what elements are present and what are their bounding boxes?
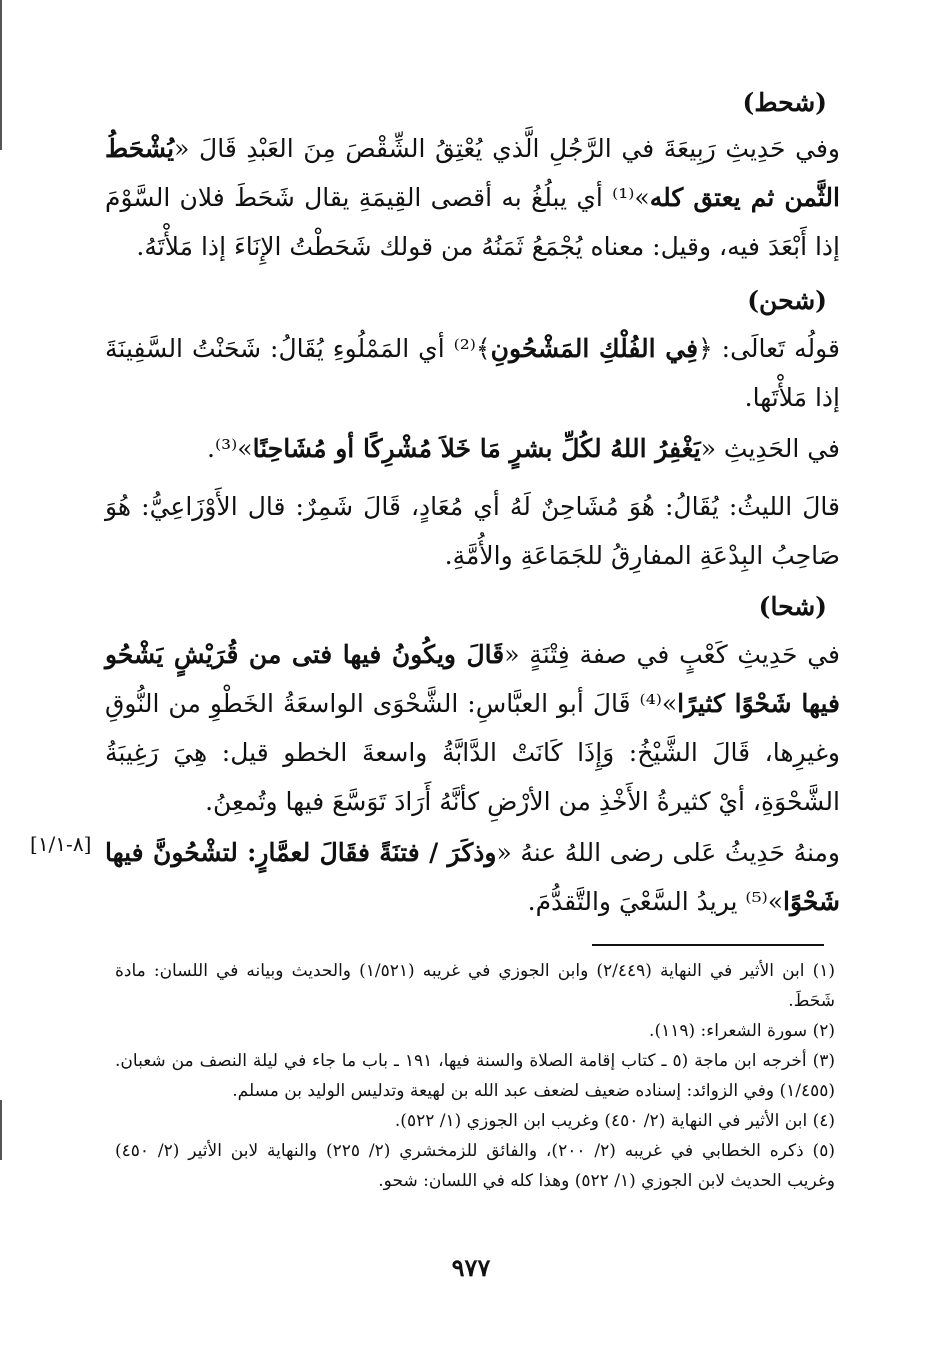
entry-heading-shahana: (شحن) (747, 286, 827, 315)
paragraph-text: »⁽³⁾. (207, 434, 253, 463)
hadith-quote: وذكَرَ / فتنَةً فقَالَ لعمَّارٍ: لتشْحُونَّ فيها شَحْوًا (105, 838, 840, 916)
hadith-quote: يُشْحَطُ الثَّمن ثم يعتق كله (105, 134, 840, 212)
entry-heading-shahata: (شحط) (742, 88, 827, 117)
paragraph-text: قولُه تَعالَى: ﴿ (698, 334, 840, 363)
quran-quote: فِي الفُلْكِ المَشْحُونِ (490, 334, 699, 363)
scan-edge-mark (0, 1100, 2, 1160)
paragraph-text: ومنهُ حَدِيثُ عَلى رضى اللهُ عنهُ « (496, 838, 841, 867)
entry-paragraph-shahata (105, 124, 840, 271)
footnote-5: (٥) ذكره الخطابي في غريبه (٢/ ٢٠٠)، والفائق للزمخشري (٢/ ٢٢٥) والنهاية لابن الأثير (٢/ ٤٥٠) وغريب الحديث لابن الجوزي (١/ ٥٢٢) وهذا كله في اللسان: شحو. (115, 1141, 835, 1191)
paragraph-text: »⁽⁴⁾ قَالَ أبو العبَّاسِ: الشَّحْوَى الواسعَةُ الخَطْوِ من النُّوقِ وغيرِها، قَالَ الشَّيْخُ: وَإِذَا كَانَتْ الدَّابَّةُ واسعةَ الخطو قيل: هِيَ رَغِيبَةُ الشَّحْوَةِ، أيْ كثيرةُ الأَخْذِ من الأرْضِ كأنَّهُ أَرَادَ تَوَسَّعَ فيها وتُمعِنُ. (105, 689, 840, 816)
hadith-quote: يَغْفِرُ اللهُ لكُلِّ بشرٍ مَا خَلاَ مُشْرِكًا أو مُشَاحِنًا (252, 434, 701, 463)
paragraph-text: في حَدِيثِ كَعْبٍ في صفة فِتْنَةٍ « (504, 640, 840, 669)
paragraph-text: في الحَدِيثِ « (700, 434, 840, 463)
footnote-2: (٢) سورة الشعراء: (١١٩). (649, 1021, 835, 1041)
manuscript-folio-reference: [٨-١/١] (30, 832, 92, 856)
footnote-separator (592, 944, 824, 946)
entry-heading-shaha: (شحا) (758, 592, 827, 621)
paragraph-text: ﴾⁽²⁾ أي المَمْلُوءِ يُقَالُ: شَحَنْتُ السَّفِينَةَ إذا مَلأْتَها. (105, 334, 840, 412)
footnotes (115, 956, 835, 1196)
page-number: ٩٧٧ (451, 1253, 491, 1282)
footnote-1: (١) ابن الأثير في النهاية (٢/٤٤٩) وابن الجوزي في غريبه (١/٥٢١) والحديث وبيانه في اللسان: مادة شَحَطَ. (115, 961, 835, 1011)
paragraph-text: وفي حَدِيثِ رَبِيعَةَ في الرَّجُلِ الَّذي يُعْتِقُ الشِّقْصَ مِنَ العَبْدِ قَالَ « (174, 134, 840, 163)
scan-edge-mark (0, 0, 2, 150)
entry-paragraph-shaha-ali (105, 828, 840, 926)
footnote-3: (٣) أخرجه ابن ماجة (٥ ـ كتاب إقامة الصلاة والسنة فيها، ١٩١ ـ باب ما جاء في ليلة النصف من شعبان. (١/٤٥٥) وفي الزوائد: إسناده ضعيف لضعف عبد الله بن لهيعة وتدليس الوليد بن مسلم. (115, 1051, 835, 1101)
footnote-4: (٤) ابن الأثير في النهاية (٢/ ٤٥٠) وغريب ابن الجوزي (١/ ٥٢٢). (394, 1111, 835, 1131)
entry-paragraph-shahana-commentary: قالَ الليثُ: يُقَالُ: هُوَ مُشَاحِنٌ لَهُ أي مُعَادٍ، قَالَ شَمِرٌ: قال الأَوْزَاعِيُّ: هُوَ صَاحِبُ البِدْعَةِ المفارِقُ للجَمَاعَةِ والأُمَّةِ. (105, 492, 840, 570)
entry-paragraph-shaha-kaab (105, 630, 840, 826)
entry-paragraph-shahana-verse (105, 324, 840, 422)
paragraph-text: »⁽⁵⁾ يريدُ السَّعْيَ والتَّقدُّمَ. (527, 887, 784, 916)
hadith-quote: قَالَ ويكُونُ فيها فتى من قُرَيْشٍ يَشْحُو فيها شَحْوًا كثيرًا (105, 640, 840, 718)
paragraph-text: »⁽¹⁾ أي يبلُغُ به أقصى القِيمَةِ يقال شَحَطَ فلان السَّوْمَ إذا أَبْعَدَ فيه، وقيل: معناه يُجْمَعُ ثَمَنُهُ من قولك شَحَطْتُ الإِنَاءَ إذا مَلأْتَهُ. (105, 183, 840, 261)
entry-paragraph-shahana-hadith (105, 424, 840, 473)
